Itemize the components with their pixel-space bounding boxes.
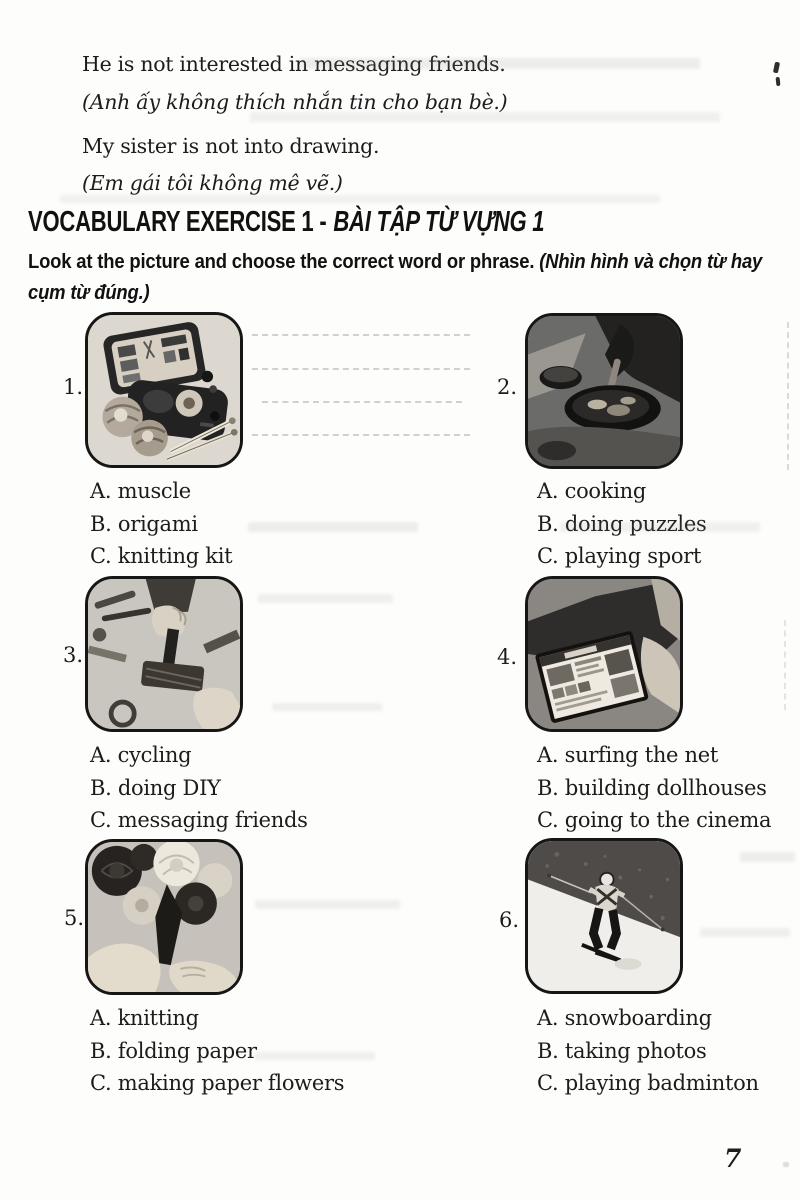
item-photo-doing-diy [85,576,243,732]
example-sentence-1-english: He is not interested in messaging friends. [82,52,506,76]
skier-illustration [528,841,680,991]
item-options [537,475,706,573]
item-number: 5. [64,906,85,930]
item-photo-cooking [525,313,683,469]
example-sentence-2-vietnamese: (Em gái tôi không mê vẽ.) [82,171,343,195]
option-c: C. knitting kit [90,544,233,568]
example-sentence-2-english: My sister is not into drawing. [82,134,380,158]
option-b: B. doing puzzles [537,511,707,536]
bleed-through-artifact [700,928,790,937]
option-b: B. folding paper [90,1038,257,1063]
instruction-vietnamese: (Nhìn hình và chọn từ hay cụm từ đúng.) [28,250,763,304]
section-heading-english: VOCABULARY EXERCISE 1 - [28,206,327,238]
bleed-through-artifact [272,703,382,711]
option-a: A. knitting [90,1006,199,1030]
option-b: B. origami [90,511,198,536]
option-c: C. playing badminton [537,1071,759,1095]
bleed-through-artifact [740,852,795,862]
bleed-through-artifact [258,594,393,603]
exercise-instruction [28,246,775,308]
bleed-through-artifact [60,195,660,203]
bleed-through-line [252,434,470,436]
item-number: 3. [63,643,84,667]
option-c: C. making paper flowers [90,1071,345,1095]
option-c: C. going to the cinema [537,808,772,832]
item-photo-skiing [525,838,683,994]
item-options [537,1002,759,1100]
option-a: A. snowboarding [537,1006,712,1030]
page-number: 7 [724,1144,742,1173]
item-photo-paper-flowers [85,839,243,995]
item-number: 1. [63,375,84,399]
bleed-through-line [787,322,789,470]
option-b: B. building dollhouses [537,775,767,800]
item-number: 2. [497,375,518,399]
item-options [90,475,232,573]
option-a: A. muscle [90,479,191,503]
item-options [90,739,308,837]
item-options [90,1002,344,1100]
example-sentence-1-vietnamese: (Anh ấy không thích nhắn tin cho bạn bè.) [82,90,508,114]
section-heading-vietnamese: BÀI TẬP TỪ VỰNG 1 [333,206,545,238]
option-c: C. playing sport [537,544,702,568]
cooking-illustration [528,316,680,466]
option-a: A. surfing the net [537,743,719,767]
bleed-through-line [252,334,470,336]
ink-speck [773,62,780,74]
option-c: C. messaging friends [90,808,308,832]
option-b: B. taking photos [537,1038,707,1063]
paper-flowers-illustration [88,842,240,992]
item-photo-knitting-kit [85,312,243,468]
item-number: 4. [497,645,518,669]
instruction-english: Look at the picture and choose the correct word or phrase. [28,250,540,273]
section-heading [28,206,544,239]
diy-illustration [88,579,240,729]
item-photo-surfing-the-net [525,576,683,732]
item-options [537,739,771,837]
tablet-illustration [528,579,680,729]
option-a: A. cooking [537,479,646,503]
option-a: A. cycling [90,743,192,767]
option-b: B. doing DIY [90,775,221,800]
ink-speck [783,1162,789,1167]
bleed-through-line [262,401,462,403]
bleed-through-artifact [255,900,400,909]
bleed-through-line [784,620,786,710]
ink-speck [776,77,781,86]
item-number: 6. [499,908,520,932]
knitting-kit-illustration [88,315,240,465]
bleed-through-line [252,368,470,370]
bleed-through-artifact [248,522,418,532]
